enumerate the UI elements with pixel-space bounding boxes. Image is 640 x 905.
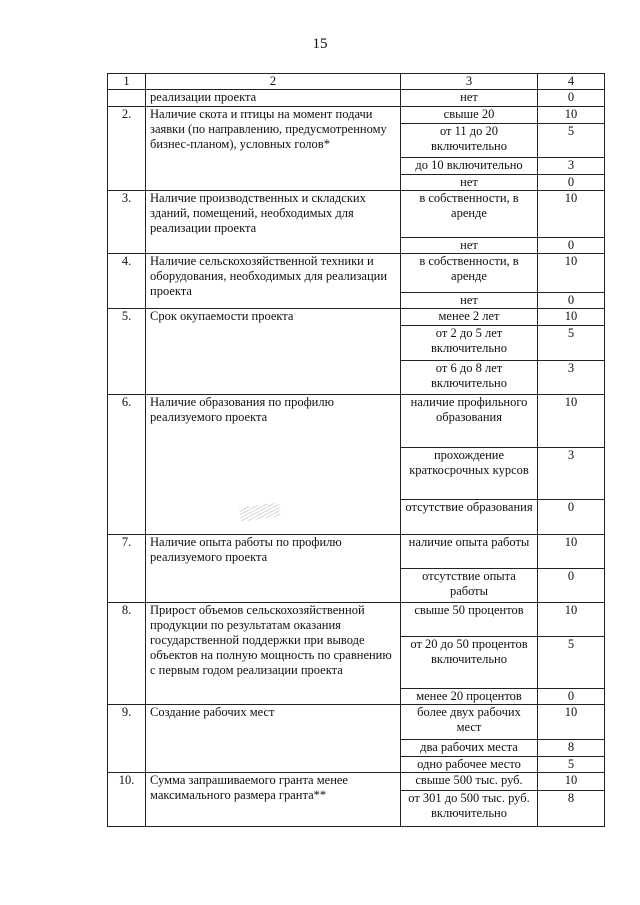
option-text: в собственности, в аренде xyxy=(401,254,538,293)
score-value: 0 xyxy=(538,293,605,309)
page-number: 15 xyxy=(312,36,328,52)
score-value: 5 xyxy=(538,124,605,158)
score-value: 10 xyxy=(538,107,605,124)
header-col-4: 4 xyxy=(538,74,605,90)
option-text: от 6 до 8 лет включительно xyxy=(401,361,538,395)
header-col-2: 2 xyxy=(146,74,401,90)
option-text: отсутствие опыта работы xyxy=(401,569,538,603)
header-row xyxy=(108,74,605,90)
option-text: от 20 до 50 процентов включительно xyxy=(401,637,538,689)
score-value: 0 xyxy=(538,689,605,705)
table-row xyxy=(108,773,605,791)
table-row xyxy=(108,90,605,107)
option-text: наличие опыта работы xyxy=(401,535,538,569)
criterion-text: Наличие скота и птицы на момент подачи заявки (по направлению, предусмотренному бизнес-планом), условных голов* xyxy=(146,107,401,191)
option-text: свыше 500 тыс. руб. xyxy=(401,773,538,791)
option-text: от 301 до 500 тыс. руб. включительно xyxy=(401,791,538,827)
row-number: 4. xyxy=(108,254,146,309)
criterion-text: Наличие образования по профилю реализуемого проекта xyxy=(146,395,401,535)
option-text: наличие профильного образования xyxy=(401,395,538,448)
row-number: 7. xyxy=(108,535,146,603)
row-number: 6. xyxy=(108,395,146,535)
option-text: менее 2 лет xyxy=(401,309,538,326)
criterion-text: Создание рабочих мест xyxy=(146,705,401,773)
option-text: свыше 20 xyxy=(401,107,538,124)
criterion-text: Сумма запрашиваемого гранта менее максимального размера гранта** xyxy=(146,773,401,827)
criterion-text: реализации проекта xyxy=(146,90,401,107)
criterion-text: Наличие опыта работы по профилю реализуемого проекта xyxy=(146,535,401,603)
score-value: 5 xyxy=(538,326,605,361)
score-value: 3 xyxy=(538,448,605,500)
score-value: 8 xyxy=(538,791,605,827)
score-value: 3 xyxy=(538,361,605,395)
score-value: 10 xyxy=(538,535,605,569)
score-value: 10 xyxy=(538,603,605,637)
score-value: 0 xyxy=(538,500,605,535)
table-row xyxy=(108,395,605,448)
option-text: нет xyxy=(401,238,538,254)
criteria-table xyxy=(107,73,605,827)
header-col-1: 1 xyxy=(108,74,146,90)
row-number: 2. xyxy=(108,107,146,191)
option-text: отсутствие образования xyxy=(401,500,538,535)
table-row xyxy=(108,107,605,124)
row-number: 10. xyxy=(108,773,146,827)
criterion-text: Срок окупаемости проекта xyxy=(146,309,401,395)
option-text: два рабочих места xyxy=(401,740,538,757)
option-text: более двух рабочих мест xyxy=(401,705,538,740)
row-number xyxy=(108,90,146,107)
score-value: 0 xyxy=(538,175,605,191)
score-value: 5 xyxy=(538,637,605,689)
option-text: до 10 включительно xyxy=(401,158,538,175)
option-text: одно рабочее место xyxy=(401,757,538,773)
row-number: 5. xyxy=(108,309,146,395)
score-value: 10 xyxy=(538,191,605,238)
criterion-text: Наличие сельскохозяйственной техники и оборудования, необходимых для реализации проекта xyxy=(146,254,401,309)
score-value: 0 xyxy=(538,238,605,254)
criterion-text: Наличие производственных и складских зданий, помещений, необходимых для реализации проекта xyxy=(146,191,401,254)
table-row xyxy=(108,535,605,569)
option-text: нет xyxy=(401,175,538,191)
option-text: свыше 50 процентов xyxy=(401,603,538,637)
option-text: менее 20 процентов xyxy=(401,689,538,705)
option-text: от 2 до 5 лет включительно xyxy=(401,326,538,361)
score-value: 10 xyxy=(538,254,605,293)
score-value: 8 xyxy=(538,740,605,757)
score-value: 3 xyxy=(538,158,605,175)
table-row xyxy=(108,254,605,293)
row-number: 8. xyxy=(108,603,146,705)
option-text: прохождение краткосрочных курсов xyxy=(401,448,538,500)
score-value: 10 xyxy=(538,309,605,326)
score-value: 10 xyxy=(538,773,605,791)
option-text: нет xyxy=(401,90,538,107)
option-text: нет xyxy=(401,293,538,309)
row-number: 3. xyxy=(108,191,146,254)
score-value: 5 xyxy=(538,757,605,773)
header-col-3: 3 xyxy=(401,74,538,90)
row-number: 9. xyxy=(108,705,146,773)
table-row xyxy=(108,191,605,238)
option-text: от 11 до 20 включительно xyxy=(401,124,538,158)
table-row xyxy=(108,705,605,740)
score-value: 10 xyxy=(538,705,605,740)
criterion-text: Прирост объемов сельскохозяйственной продукции по результатам оказания государственной поддержки при выводе объектов на полную мощность по сравнению с первым годом реализации проекта xyxy=(146,603,401,705)
score-value: 0 xyxy=(538,90,605,107)
option-text: в собственности, в аренде xyxy=(401,191,538,238)
table-row xyxy=(108,309,605,326)
score-value: 0 xyxy=(538,569,605,603)
table-row xyxy=(108,603,605,637)
score-value: 10 xyxy=(538,395,605,448)
